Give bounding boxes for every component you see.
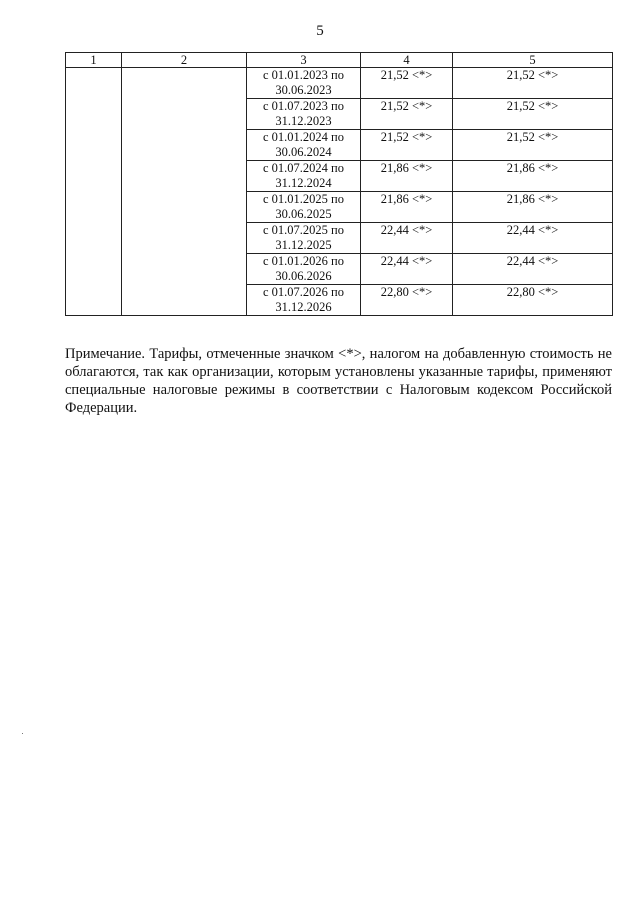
tariff-col4: 22,80 <*> xyxy=(361,285,453,316)
tariff-col4: 21,86 <*> xyxy=(361,161,453,192)
period-to: 30.06.2024 xyxy=(275,145,332,159)
tariff-col5: 21,86 <*> xyxy=(453,161,613,192)
tariff-col5: 22,80 <*> xyxy=(453,285,613,316)
period-from: с 01.01.2026 по xyxy=(263,254,344,268)
column-header-1: 1 xyxy=(66,53,122,68)
merged-cell-col2 xyxy=(122,68,247,316)
page-number: 5 xyxy=(316,23,324,39)
period-to: 31.12.2024 xyxy=(275,176,332,190)
tariff-col5: 21,86 <*> xyxy=(453,192,613,223)
period-to: 30.06.2023 xyxy=(275,83,332,97)
period-to: 31.12.2023 xyxy=(275,114,332,128)
column-header-4: 4 xyxy=(361,53,453,68)
tariff-col5: 22,44 <*> xyxy=(453,254,613,285)
scan-speck xyxy=(22,733,23,734)
period-cell xyxy=(247,223,361,254)
period-to: 31.12.2026 xyxy=(275,300,332,314)
table-row xyxy=(66,68,613,99)
period-cell xyxy=(247,285,361,316)
period-cell xyxy=(247,161,361,192)
tariff-table xyxy=(65,52,613,316)
column-header-5: 5 xyxy=(453,53,613,68)
period-cell xyxy=(247,68,361,99)
tariff-col5: 21,52 <*> xyxy=(453,99,613,130)
period-cell xyxy=(247,192,361,223)
merged-cell-col1 xyxy=(66,68,122,316)
tariff-col4: 22,44 <*> xyxy=(361,254,453,285)
period-from: с 01.01.2023 по xyxy=(263,68,344,82)
period-from: с 01.07.2024 по xyxy=(263,161,344,175)
period-cell xyxy=(247,130,361,161)
period-cell xyxy=(247,99,361,130)
period-to: 31.12.2025 xyxy=(275,238,332,252)
period-to: 30.06.2026 xyxy=(275,269,332,283)
period-from: с 01.01.2024 по xyxy=(263,130,344,144)
tariff-col4: 21,52 <*> xyxy=(361,130,453,161)
period-from: с 01.01.2025 по xyxy=(263,192,344,206)
tariff-col4: 21,52 <*> xyxy=(361,99,453,130)
period-from: с 01.07.2023 по xyxy=(263,99,344,113)
period-cell xyxy=(247,254,361,285)
period-from: с 01.07.2025 по xyxy=(263,223,344,237)
tariff-col5: 21,52 <*> xyxy=(453,68,613,99)
tariff-col4: 22,44 <*> xyxy=(361,223,453,254)
table-header-row xyxy=(66,53,613,68)
tariff-col5: 22,44 <*> xyxy=(453,223,613,254)
note-paragraph: Примечание. Тарифы, отмеченные значком <*>, налогом на добавленную стоимость не облагаются, так как организации, которым установлены указанные тарифы, применяют специальные налоговые режимы в соответствии с Налоговым кодексом Российской Федерации. xyxy=(65,345,612,416)
tariff-col4: 21,86 <*> xyxy=(361,192,453,223)
period-to: 30.06.2025 xyxy=(275,207,332,221)
tariff-col5: 21,52 <*> xyxy=(453,130,613,161)
tariff-col4: 21,52 <*> xyxy=(361,68,453,99)
column-header-2: 2 xyxy=(122,53,247,68)
period-from: с 01.07.2026 по xyxy=(263,285,344,299)
column-header-3: 3 xyxy=(247,53,361,68)
